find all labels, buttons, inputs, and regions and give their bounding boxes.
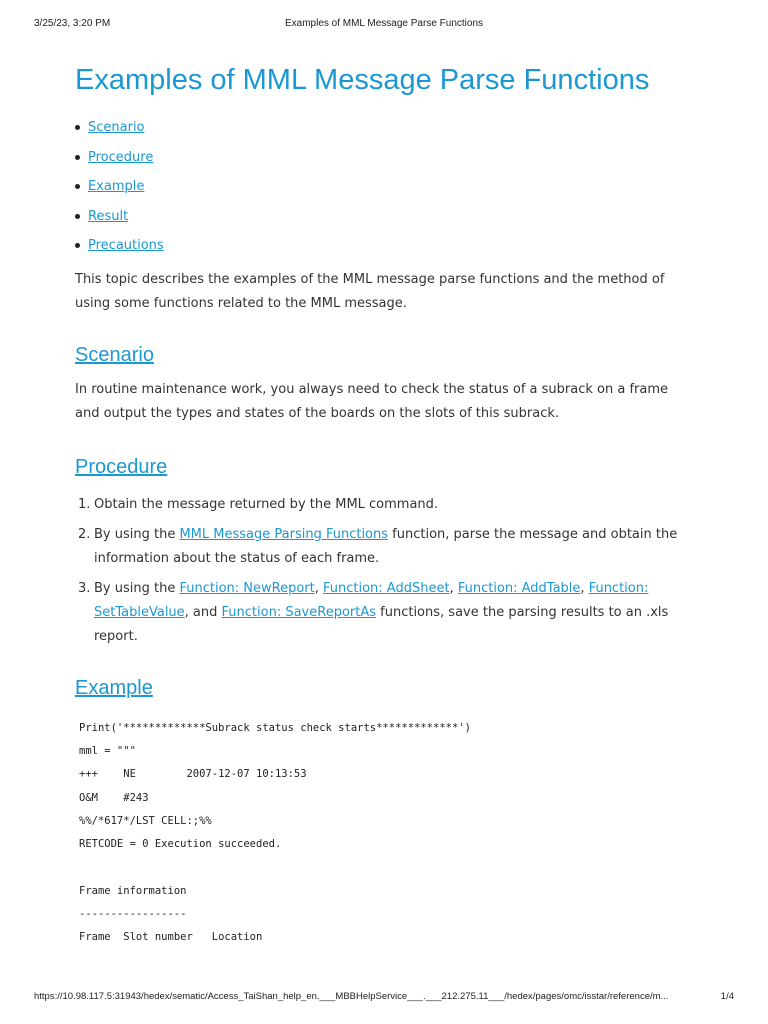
- article: [75, 62, 695, 950]
- page-title: Examples of MML Message Parse Functions: [75, 64, 650, 96]
- procedure-step-2: [78, 523, 695, 571]
- bullet-icon: [75, 243, 80, 248]
- toc-item-procedure: [88, 150, 695, 166]
- code-line: %%/*617*/LST CELL:;%%: [79, 814, 212, 827]
- table-of-contents: [75, 120, 695, 254]
- example-code-block: [75, 717, 695, 950]
- step-number: 3.: [78, 580, 91, 596]
- step-text-post: functions, save the parsing results to an .xls report.: [94, 604, 669, 644]
- toc-item-result: [88, 209, 695, 225]
- toc-link-example[interactable]: Example: [88, 179, 145, 195]
- print-title: Examples of MML Message Parse Functions: [284, 18, 484, 29]
- scenario-heading-link[interactable]: Scenario: [75, 343, 154, 366]
- page-number: 1/4: [720, 991, 734, 1002]
- step-text: Obtain the message returned by the MML command.: [94, 496, 439, 512]
- separator: ,: [314, 580, 323, 596]
- separator: , and: [184, 604, 222, 620]
- scenario-heading: [75, 342, 695, 368]
- bullet-icon: [75, 214, 80, 219]
- code-line: Frame Slot number Location: [79, 931, 263, 944]
- toc-link-result[interactable]: Result: [88, 208, 129, 224]
- bullet-icon: [75, 155, 80, 160]
- step-number: 2.: [78, 526, 91, 542]
- toc-item-precautions: [88, 238, 695, 254]
- code-line: mml = """: [79, 745, 136, 758]
- step-number: 1.: [78, 496, 91, 512]
- separator: ,: [580, 580, 589, 596]
- code-line: RETCODE = 0 Execution succeeded.: [79, 838, 282, 851]
- function-settablevalue-link[interactable]: Function: SetTableValue: [94, 580, 649, 620]
- separator: ,: [449, 580, 458, 596]
- procedure-step-1: [78, 493, 695, 517]
- code-line: Print('*************Subrack status check starts*************'): [79, 721, 471, 734]
- procedure-heading: [75, 454, 695, 480]
- print-date: 3/25/23, 3:20 PM: [34, 18, 111, 29]
- print-header: [34, 18, 734, 32]
- toc-item-scenario: [88, 120, 695, 136]
- step-text-pre: By using the: [94, 526, 180, 542]
- function-newreport-link[interactable]: Function: NewReport: [179, 580, 315, 596]
- code-line: [79, 857, 695, 880]
- mml-message-parsing-functions-link[interactable]: MML Message Parsing Functions: [179, 526, 389, 542]
- procedure-steps: [75, 493, 695, 649]
- code-line: Frame information: [79, 884, 187, 897]
- code-line: +++ NE 2007-12-07 10:13:53: [79, 768, 307, 781]
- function-addsheet-link[interactable]: Function: AddSheet: [323, 580, 450, 596]
- function-addtable-link[interactable]: Function: AddTable: [457, 580, 581, 596]
- page-url: https://10.98.117.5:31943/hedex/sematic/Access_TaiShan_help_en.___MBBHelpService___.___212.275.11___/hedex/pages/omc/isstar/reference/m...: [34, 991, 669, 1002]
- toc-link-procedure[interactable]: Procedure: [88, 149, 154, 165]
- bullet-icon: [75, 184, 80, 189]
- toc-item-example: [88, 179, 695, 195]
- example-heading-link[interactable]: Example: [75, 676, 153, 699]
- intro-paragraph: This topic describes the examples of the MML message parse functions and the method of using some functions related to the MML message.: [75, 271, 665, 311]
- scenario-paragraph: In routine maintenance work, you always need to check the status of a subrack on a frame and output the types and states of the boards on the slots of this subrack.: [75, 381, 669, 421]
- print-footer: [34, 991, 734, 1005]
- step-text-pre: By using the: [94, 580, 180, 596]
- toc-link-precautions[interactable]: Precautions: [88, 238, 164, 254]
- example-heading: [75, 675, 695, 701]
- code-line: -----------------: [79, 908, 187, 921]
- procedure-heading-link[interactable]: Procedure: [75, 455, 168, 478]
- step-text-post: function, parse the message and obtain the information about the status of each frame.: [94, 526, 678, 566]
- bullet-icon: [75, 125, 80, 130]
- toc-link-scenario[interactable]: Scenario: [88, 120, 145, 136]
- function-savereportas-link[interactable]: Function: SaveReportAs: [221, 604, 377, 620]
- procedure-step-3: [78, 577, 695, 649]
- code-line: O&M #243: [79, 791, 149, 804]
